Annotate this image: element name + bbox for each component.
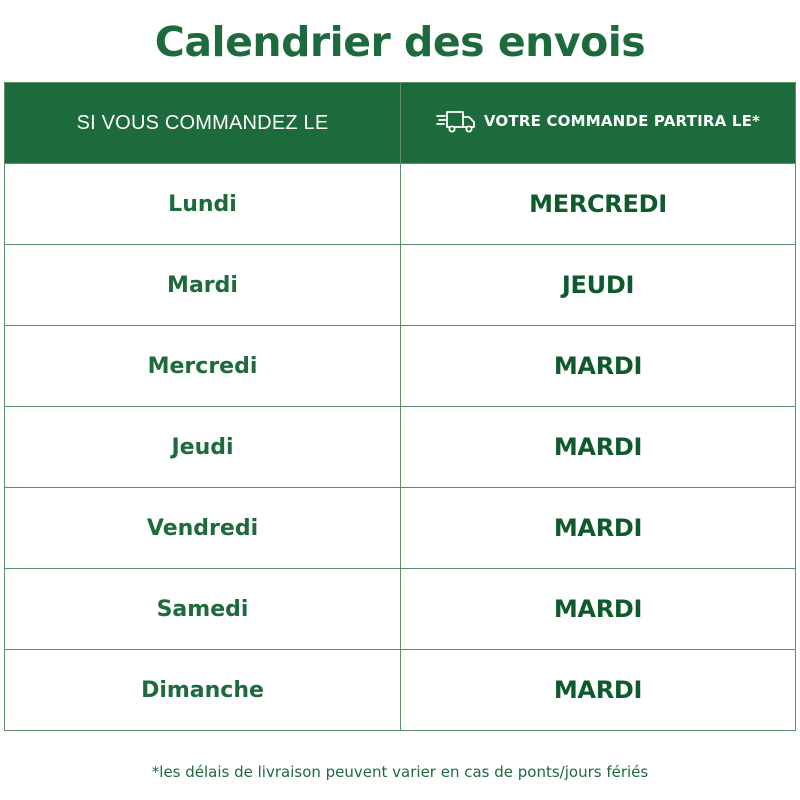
- delivery-truck-icon: [436, 108, 478, 134]
- order-day-cell: Vendredi: [5, 488, 401, 569]
- ship-day-cell: MARDI: [401, 650, 796, 731]
- order-day-cell: Jeudi: [5, 407, 401, 488]
- ship-day-cell: MARDI: [401, 326, 796, 407]
- ship-day-column-header: [401, 83, 796, 164]
- footnote: *les délais de livraison peuvent varier en cas de ponts/jours fériés: [151, 763, 649, 781]
- order-day-cell: Mardi: [5, 245, 401, 326]
- table-row: [5, 650, 796, 731]
- ship-day-cell: MERCREDI: [401, 164, 796, 245]
- table-row: [5, 245, 796, 326]
- ship-day-cell: JEUDI: [401, 245, 796, 326]
- order-day-cell: Samedi: [5, 569, 401, 650]
- order-day-cell: Lundi: [5, 164, 401, 245]
- page-title: Calendrier des envois: [154, 18, 646, 66]
- table-header-row: [5, 83, 796, 164]
- ship-day-header-label: VOTRE COMMANDE PARTIRA LE*: [483, 112, 761, 130]
- ship-day-cell: MARDI: [401, 488, 796, 569]
- order-day-column-header: [5, 83, 401, 164]
- ship-day-cell: MARDI: [401, 407, 796, 488]
- table-row: [5, 326, 796, 407]
- table-row: [5, 488, 796, 569]
- order-day-cell: Dimanche: [5, 650, 401, 731]
- shipping-schedule-table: [4, 82, 796, 731]
- ship-day-cell: MARDI: [401, 569, 796, 650]
- order-day-cell: Mercredi: [5, 326, 401, 407]
- table-row: [5, 569, 796, 650]
- table-row: [5, 407, 796, 488]
- order-day-header-label: SI VOUS COMMANDEZ LE: [76, 111, 329, 134]
- table-row: [5, 164, 796, 245]
